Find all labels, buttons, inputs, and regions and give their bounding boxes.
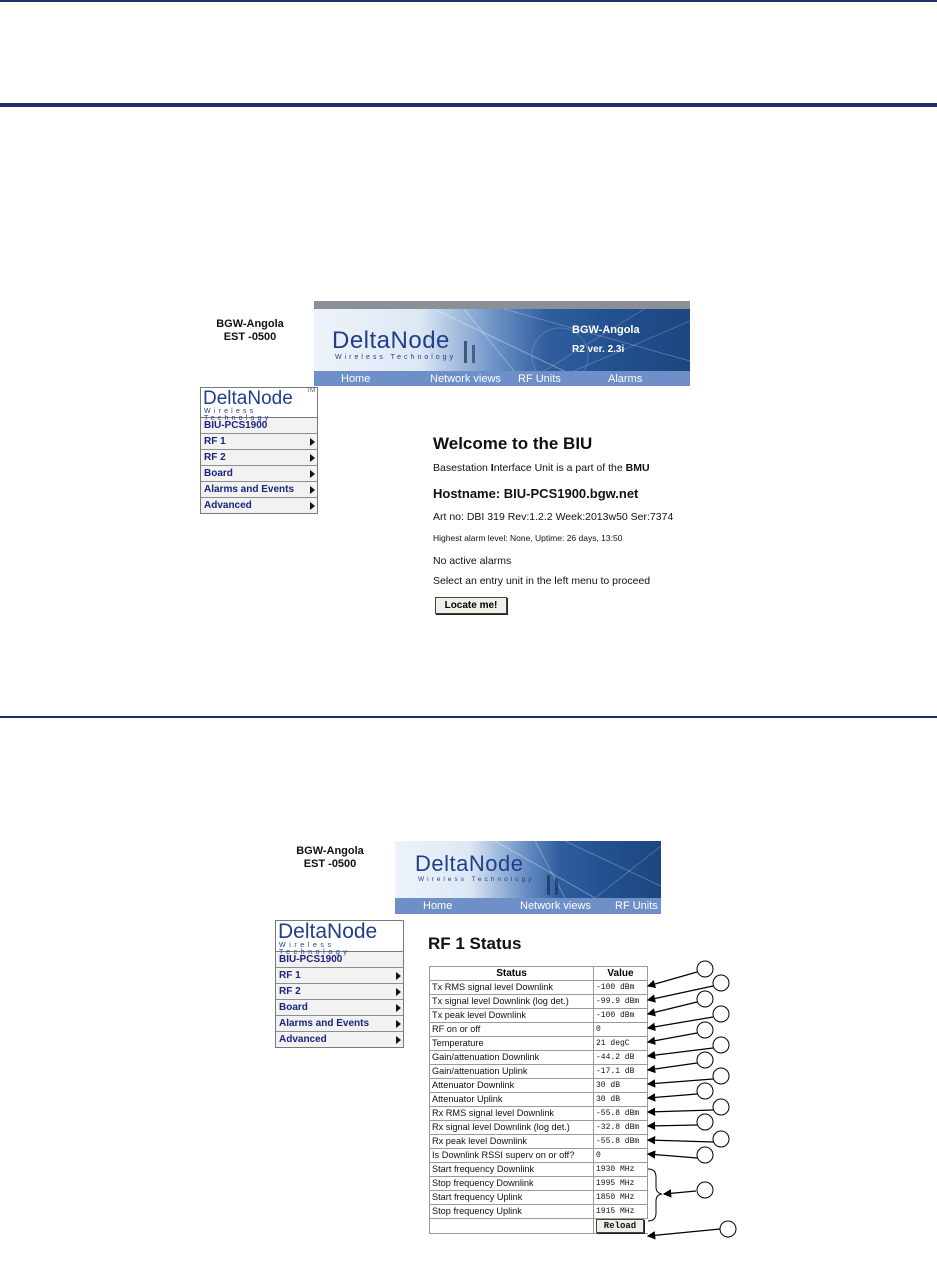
banner-version: R2 ver. 2.3i: [572, 344, 625, 355]
nav-home[interactable]: Home: [423, 900, 453, 912]
status-cell: Tx signal level Downlink (log det.): [430, 995, 594, 1009]
menu-item-alarms-events[interactable]: Alarms and Events: [201, 482, 317, 498]
logo-tagline: Wireless Technology: [335, 354, 457, 361]
welcome-title: Welcome to the BIU: [433, 434, 593, 453]
value-cell: 1995 MHz: [594, 1177, 648, 1191]
callout-arrow: [648, 1094, 697, 1098]
site-timezone: EST -0500: [223, 331, 277, 343]
status-cell: Tx RMS signal level Downlink: [430, 981, 594, 995]
nav-rf-units[interactable]: RF Units: [518, 373, 561, 385]
callout-arrow: [648, 1125, 697, 1126]
callout-circle: [697, 961, 713, 977]
menu-item-biu[interactable]: BIU-PCS1900: [201, 418, 317, 434]
site-name: BGW-Angola: [296, 845, 364, 857]
status-column-header: Status: [430, 967, 594, 981]
callout-arrow: [648, 1154, 697, 1158]
callout-arrow: [648, 1002, 697, 1014]
value-cell: -44.2 dB: [594, 1051, 648, 1065]
menu-logo-tagline: Wireless Technology: [204, 408, 272, 422]
deltanode-logo: DeltaNode: [415, 851, 524, 876]
menu-logo-text: DeltaNode: [278, 920, 378, 943]
menu-item-board[interactable]: Board: [201, 466, 317, 482]
status-cell: RF on or off: [430, 1023, 594, 1037]
callout-arrow: [648, 972, 697, 986]
value-cell: -32.8 dBm: [594, 1121, 648, 1135]
menu-logo-tagline: Wireless Technology: [279, 942, 351, 956]
welcome-intro: Basestation Interface Unit is a part of the BMU: [433, 462, 650, 474]
callout-circle: [697, 991, 713, 1007]
value-cell: -99.9 dBm: [594, 995, 648, 1009]
callout-arrow: [648, 1110, 713, 1112]
callout-circle: [697, 1052, 713, 1068]
callout-arrow: [648, 1229, 720, 1236]
status-cell: Stop frequency Downlink: [430, 1177, 594, 1191]
status-cell: Stop frequency Uplink: [430, 1205, 594, 1219]
status-cell: Tx peak level Downlink: [430, 1009, 594, 1023]
nav-home[interactable]: Home: [341, 373, 371, 385]
status-cell: Rx signal level Downlink (log det.): [430, 1121, 594, 1135]
status-cell: Gain/attenuation Downlink: [430, 1051, 594, 1065]
menu-item-advanced[interactable]: Advanced: [276, 1032, 403, 1047]
value-cell: 21 degC: [594, 1037, 648, 1051]
value-column-header: Value: [594, 967, 648, 981]
callout-circle: [713, 1068, 729, 1084]
callout-circle: [697, 1182, 713, 1198]
rf-status-title: RF 1 Status: [428, 934, 522, 953]
callout-circle: [713, 1037, 729, 1053]
status-cell: Start frequency Downlink: [430, 1163, 594, 1177]
hostname: Hostname: BIU-PCS1900.bgw.net: [433, 486, 639, 501]
locate-me-button[interactable]: Locate me!: [435, 597, 507, 614]
callout-arrow: [648, 1140, 713, 1142]
callout-arrow: [648, 1063, 697, 1070]
status-cell: Attenuator Downlink: [430, 1079, 594, 1093]
banner-site-name: BGW-Angola: [572, 324, 640, 336]
alarm-level: Highest alarm level: None, Uptime: 26 days, 13:50: [433, 533, 623, 543]
value-cell: -55.8 dBm: [594, 1107, 648, 1121]
trademark: TM: [306, 388, 315, 394]
nav-network-views[interactable]: Network views: [520, 900, 591, 912]
deltanode-logo: DeltaNode: [332, 327, 450, 354]
status-cell: Start frequency Uplink: [430, 1191, 594, 1205]
value-cell: 1930 MHz: [594, 1163, 648, 1177]
value-cell: 30 dB: [594, 1079, 648, 1093]
callout-circle: [720, 1221, 736, 1237]
callout-circle: [713, 1006, 729, 1022]
menu-item-biu[interactable]: BIU-PCS1900: [276, 952, 403, 968]
callout-circle: [713, 1099, 729, 1115]
callout-circle: [713, 1131, 729, 1147]
value-cell: 0: [594, 1023, 648, 1037]
menu-item-alarms-events[interactable]: Alarms and Events: [276, 1016, 403, 1032]
status-cell: Rx RMS signal level Downlink: [430, 1107, 594, 1121]
callout-circle: [697, 1114, 713, 1130]
status-cell: Attenuator Uplink: [430, 1093, 594, 1107]
status-cell: Is Downlink RSSI superv on or off?: [430, 1149, 594, 1163]
nav-network-views[interactable]: Network views: [430, 373, 501, 385]
menu-item-board[interactable]: Board: [276, 1000, 403, 1016]
callout-circle: [697, 1147, 713, 1163]
menu-logo-text: DeltaNode: [203, 388, 293, 409]
callout-arrow: [664, 1191, 696, 1194]
value-cell: 1915 MHz: [594, 1205, 648, 1219]
menu-item-rf2[interactable]: RF 2: [276, 984, 403, 1000]
nav-alarms[interactable]: Alarms: [608, 373, 643, 385]
menu-item-rf2[interactable]: RF 2: [201, 450, 317, 466]
menu-item-rf1[interactable]: RF 1: [201, 434, 317, 450]
site-timezone: EST -0500: [303, 858, 357, 870]
callout-circle: [697, 1022, 713, 1038]
callout-circle: [697, 1083, 713, 1099]
value-cell: -100 dBm: [594, 1009, 648, 1023]
nav-rf-units[interactable]: RF Units: [615, 900, 658, 912]
site-name: BGW-Angola: [216, 318, 284, 330]
logo-tagline: Wireless Technology: [418, 876, 535, 883]
menu-item-rf1[interactable]: RF 1: [276, 968, 403, 984]
status-cell: Gain/attenuation Uplink: [430, 1065, 594, 1079]
select-hint: Select an entry unit in the left menu to proceed: [433, 575, 651, 587]
reload-button[interactable]: Reload: [596, 1219, 644, 1233]
value-cell: -17.1 dB: [594, 1065, 648, 1079]
callout-circle: [713, 975, 729, 991]
alarm-status: No active alarms: [433, 555, 512, 567]
status-cell: Temperature: [430, 1037, 594, 1051]
callout-arrow: [648, 1033, 697, 1042]
menu-item-advanced[interactable]: Advanced: [201, 498, 317, 513]
art-number: Art no: DBI 319 Rev:1.2.2 Week:2013w50 Ser:7374: [433, 511, 674, 523]
value-cell: -55.8 dBm: [594, 1135, 648, 1149]
value-cell: -100 dBm: [594, 981, 648, 995]
frequency-bracket: [648, 1169, 662, 1221]
value-cell: 1850 MHz: [594, 1191, 648, 1205]
value-cell: 30 dB: [594, 1093, 648, 1107]
callout-group: [648, 961, 736, 1237]
status-cell: Rx peak level Downlink: [430, 1135, 594, 1149]
value-cell: 0: [594, 1149, 648, 1163]
